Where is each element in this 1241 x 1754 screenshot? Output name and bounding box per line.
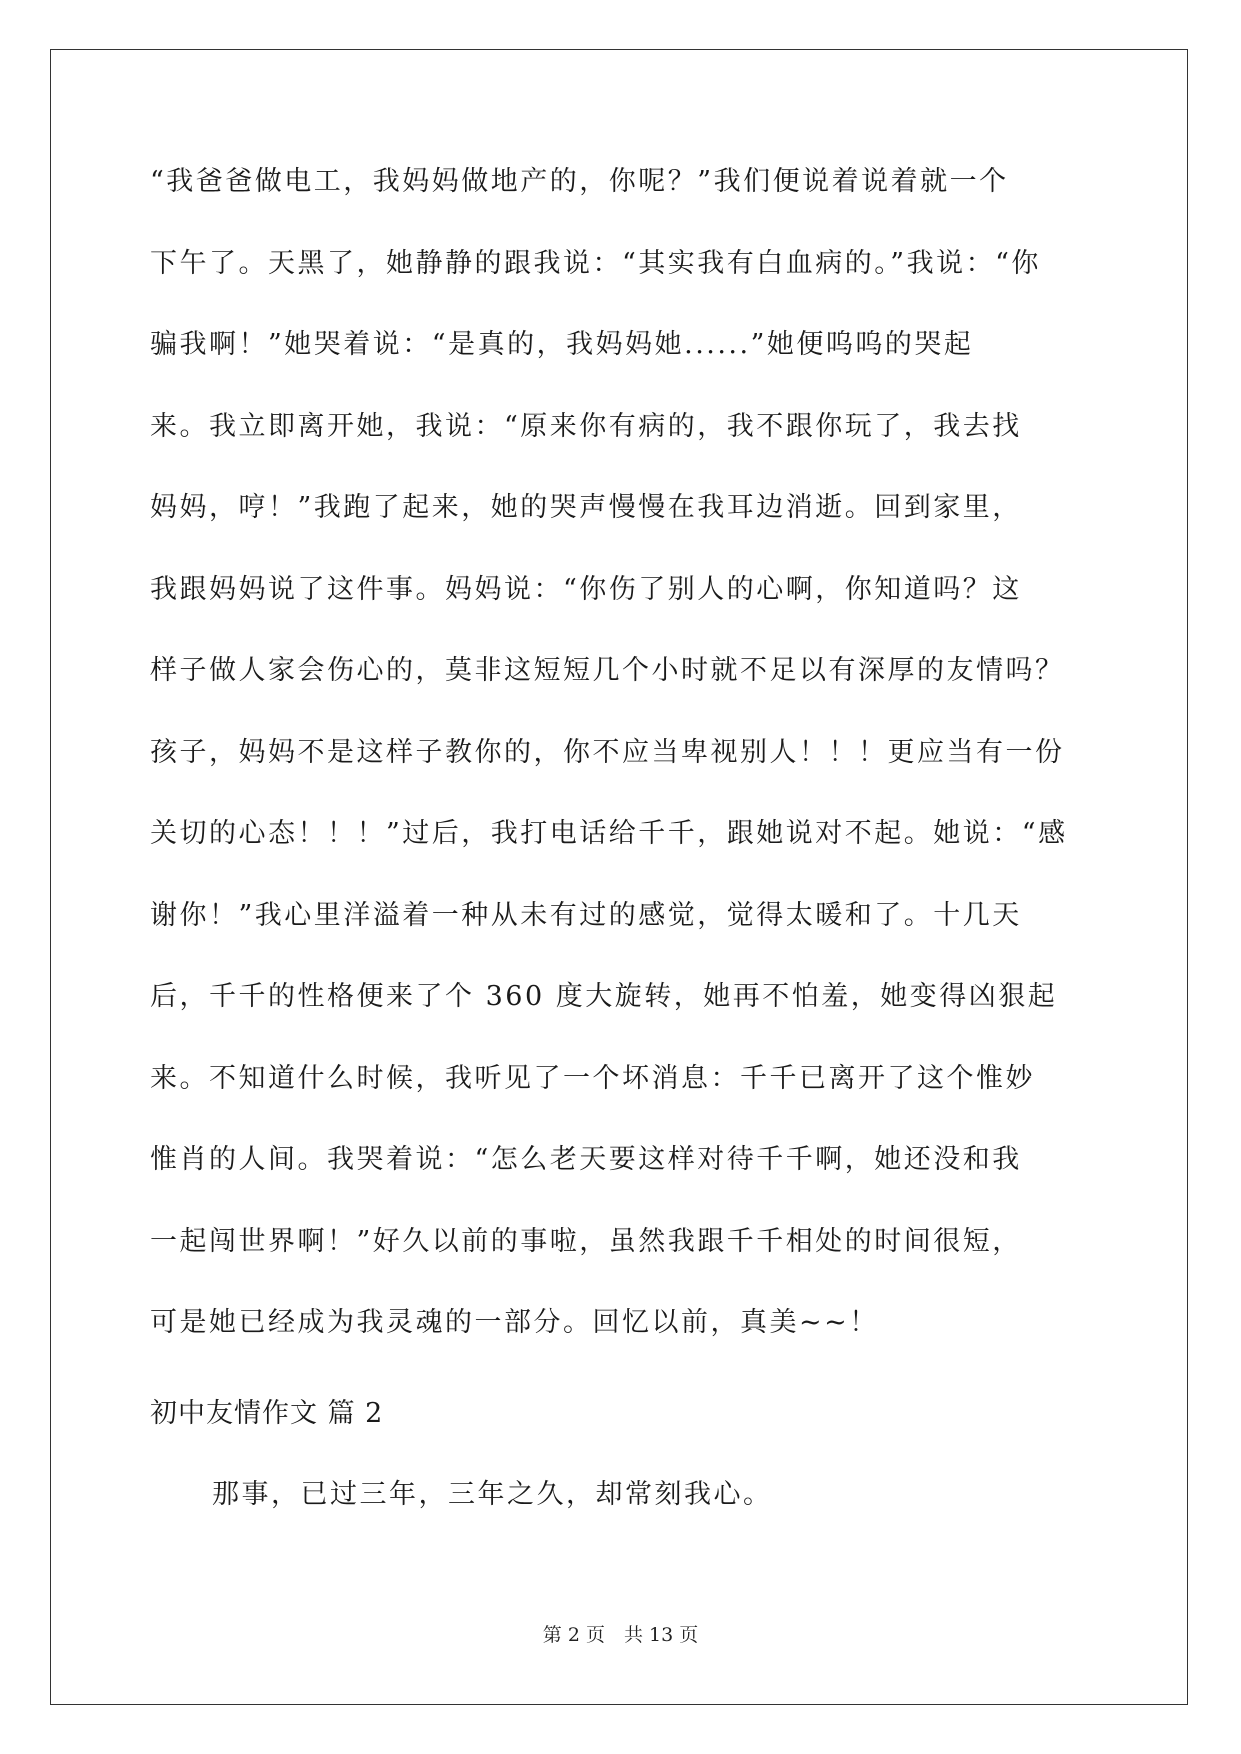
text-line: 关切的心态！！！”过后，我打电话给千千，跟她说对不起。她说：“感 <box>150 818 1068 849</box>
section-heading: 初中友情作文 篇 2 <box>150 1398 384 1429</box>
text-line: 骗我啊！”她哭着说：“是真的，我妈妈她......”她便呜呜的哭起 <box>150 329 974 360</box>
text-line: 来。不知道什么时候，我听见了一个坏消息：千千已离开了这个惟妙 <box>150 1062 1035 1094</box>
page-number: 第 2 页 共 13 页 <box>542 1624 699 1646</box>
text-line: “我爸爸做电工，我妈妈做地产的，你呢？”我们便说着说着就一个 <box>150 166 1009 197</box>
text-line: 样子做人家会伤心的，莫非这短短几个小时就不足以有深厚的友情吗？ <box>150 655 1065 686</box>
text-line: 妈妈，哼！”我跑了起来，她的哭声慢慢在我耳边消逝。回到家里， <box>150 492 1022 523</box>
body-text <box>150 162 1090 1385</box>
text-line: 一起闯世界啊！”好久以前的事啦，虽然我跟千千相处的时间很短， <box>150 1225 1022 1257</box>
text-line: 可是她已经成为我灵魂的一部分。回忆以前，真美~~！ <box>150 1307 879 1338</box>
text-line: 后，千千的性格便来了个 360 度大旋转，她再不怕羞，她变得凶狠起 <box>150 981 1058 1012</box>
text-line: 孩子，妈妈不是这样子教你的，你不应当卑视别人！！！更应当有一份 <box>150 736 1065 768</box>
text-line: 下午了。天黑了，她静静的跟我说：“其实我有白血病的。”我说：“你 <box>150 247 1041 279</box>
text-line: 谢你！”我心里洋溢着一种从未有过的感觉，觉得太暖和了。十几天 <box>150 899 1022 931</box>
text-line: 惟肖的人间。我哭着说：“怎么老天要这样对待千千啊，她还没和我 <box>150 1144 1022 1175</box>
paragraph-start: 那事，已过三年，三年之久，却常刻我心。 <box>212 1479 773 1510</box>
text-line: 来。我立即离开她，我说：“原来你有病的，我不跟你玩了，我去找 <box>150 410 1022 442</box>
text-line: 我跟妈妈说了这件事。妈妈说：“你伤了别人的心啊，你知道吗？这 <box>150 573 1022 605</box>
